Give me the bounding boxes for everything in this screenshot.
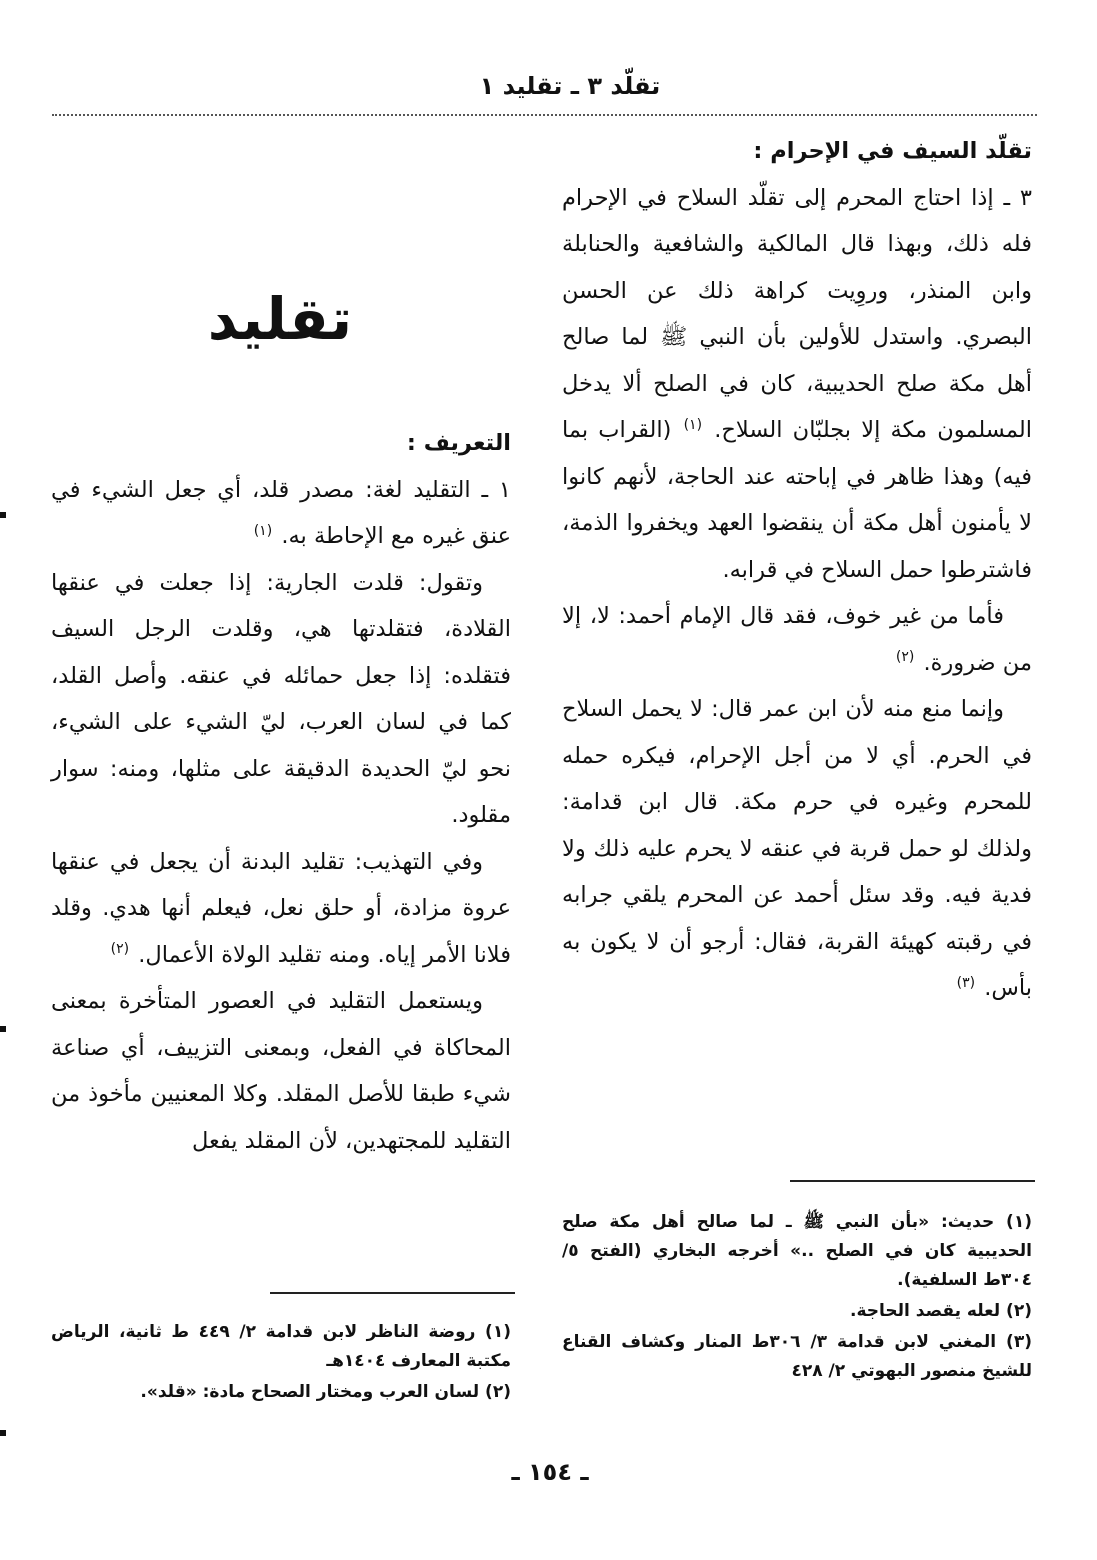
scan-edge-mark xyxy=(0,1430,6,1436)
page-number: ـ ١٥٤ ـ xyxy=(511,1458,589,1486)
scan-edge-mark xyxy=(0,1026,6,1032)
footnote-rule xyxy=(270,1292,515,1294)
entry-title: تقليد xyxy=(207,285,353,353)
footnote-rule xyxy=(790,1180,1035,1182)
section-heading: التعريف : xyxy=(406,430,511,456)
footnote xyxy=(51,1318,511,1376)
footnote xyxy=(562,1208,1032,1295)
paragraph-text: وفي التهذيب: تقليد البدنة أن يجعل في عنقها عروة مزادة، أو حلق نعل، فيعلم أنها هدي. وقلد فلانا الأمر إياه. ومنه تقليد الولاة الأعمال. xyxy=(51,848,511,968)
footnote-text: لعله يقصد الحاجة. xyxy=(850,1301,1001,1321)
paragraph xyxy=(562,686,1032,1012)
section-heading: تقلّد السيف في الإحرام : xyxy=(753,138,1032,164)
left-column xyxy=(51,420,511,1164)
paragraph xyxy=(51,560,511,839)
running-header: تقلّد ٣ ـ تقليد ١ xyxy=(479,72,661,100)
right-footnotes xyxy=(562,1208,1032,1388)
footnote-text: لسان العرب ومختار الصحاح مادة: «قلد». xyxy=(140,1382,480,1402)
footnote-number: (٢) xyxy=(485,1382,511,1402)
footnote-ref: (٣) xyxy=(956,974,976,991)
paragraph-text: فأما من غير خوف، فقد قال الإمام أحمد: لا، إلا من ضرورة. xyxy=(562,603,1032,676)
footnote-ref: (٢) xyxy=(110,941,130,957)
paragraph xyxy=(562,175,1032,594)
footnote-text: حديث: «بأن النبي ﷺ ـ لما صالح أهل مكة صلح الحديبية كان في الصلح ..» أخرجه البخاري (الفتح ٥/ ٣٠٤ط السلفية). xyxy=(562,1212,1032,1290)
paragraph-text: وتقول: قلدت الجارية: إذا جعلت في عنقها القلادة، فتقلدتها هي، وقلدت الرجل السيف فتقلده: إذا جعل حمائله في عنقه. وأصل القلد، كما في لسان العرب، ليّ الشيء على الشيء، نحو ليّ الحديدة الدقيقة على مثلها، ومنه: سوار مقلود. xyxy=(51,569,511,828)
footnote xyxy=(51,1378,511,1407)
footnote-ref: (٢) xyxy=(895,649,915,665)
paragraph xyxy=(51,839,511,979)
footnote-number: (٢) xyxy=(1006,1301,1032,1321)
footnote xyxy=(562,1328,1032,1386)
left-footnotes xyxy=(51,1318,511,1409)
footnote-ref: (١) xyxy=(253,522,273,539)
right-column xyxy=(562,128,1032,1012)
footnote-number: (١) xyxy=(1006,1212,1032,1232)
footnote xyxy=(562,1297,1032,1326)
paragraph xyxy=(562,593,1032,686)
paragraph-text: ١ ـ التقليد لغة: مصدر قلد، أي جعل الشيء في عنق غيره مع الإحاطة به. xyxy=(51,476,511,549)
footnote-text: المغني لابن قدامة ٣/ ٣٠٦ط المنار وكشاف القناع للشيخ منصور البهوتي ٢/ ٤٢٨ xyxy=(562,1332,1032,1381)
paragraph-text: ويستعمل التقليد في العصور المتأخرة بمعنى المحاكاة في الفعل، وبمعنى التزييف، أي صناعة شيء طبقا للأصل المقلد. وكلا المعنيين مأخوذ من التقليد للمجتهدين، لأن المقلد يفعل xyxy=(51,988,511,1154)
paragraph-text: ٣ ـ إذا احتاج المحرم إلى تقلّد السلاح في الإحرام فله ذلك، وبهذا قال المالكية والشافعية والحنابلة وابن المنذر، وروِيت كراهة ذلك عن الحسن البصري. واستدل للأولين بأن النبي ﷺ لما صالح أهل مكة صلح الحديبية، كان في الصلح ألا يدخل المسلمون مكة إلا بجلبّان السلاح. xyxy=(562,184,1032,443)
paragraph-text: (القراب بما فيه) وهذا ظاهر في إباحته عند الحاجة، لأنهم كانوا لا يأمنون أهل مكة أن ينقضوا العهد ويخفروا الذمة، فاشترطوا حمل السلاح في قرابه. xyxy=(562,417,1032,583)
footnote-number: (٣) xyxy=(1006,1332,1032,1352)
footnote-text: روضة الناظر لابن قدامة ٢/ ٤٤٩ ط ثانية، الرياض مكتبة المعارف ١٤٠٤هـ xyxy=(51,1322,511,1371)
footnote-number: (١) xyxy=(485,1322,511,1342)
footnote-ref: (١) xyxy=(683,416,703,433)
header-dotted-rule xyxy=(52,114,1037,116)
paragraph xyxy=(51,467,511,560)
paragraph-text: وإنما منع منه لأن ابن عمر قال: لا يحمل السلاح في الحرم. أي لا من أجل الإحرام، فيكره حمله للمحرم وغيره في حرم مكة. قال ابن قدامة: ولذلك لو حمل قربة في عنقه لا يحرم عليه ذلك ولا فدية فيه. وقد سئل أحمد عن المحرم يلقي جرابه في رقبته كهيئة القربة، فقال: أرجو أن لا يكون به بأس. xyxy=(562,696,1032,1001)
scan-edge-mark xyxy=(0,512,6,518)
paragraph xyxy=(51,978,511,1164)
